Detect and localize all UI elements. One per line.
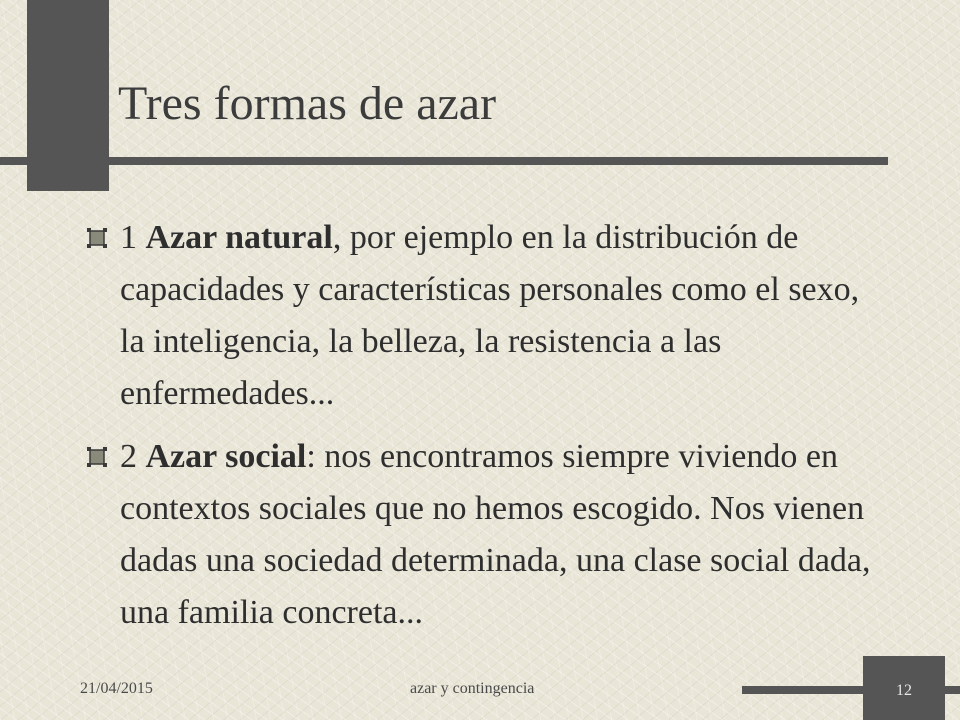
slide-title: Tres formas de azar — [118, 77, 497, 130]
bullet-heading: Azar social — [145, 438, 307, 475]
bullet-body: , por ejemplo en la distribución de capacidades y características personales como el sexo, la inteligencia, la belleza, la resistencia a las enfermedades... — [120, 219, 860, 412]
title-decoration-rule — [0, 157, 888, 165]
bullet-body: : nos encontramos siempre viviendo en contextos sociales que no hemos escogido. Nos vienen dadas una sociedad determinada, una clase social dada, una familia concreta... — [120, 438, 871, 631]
footer-title: azar y contingencia — [410, 680, 535, 697]
bullet-heading: Azar natural — [145, 219, 333, 256]
slide-number: 12 — [896, 682, 912, 699]
bullet-item-azar-natural — [86, 212, 886, 420]
bullet-text — [120, 431, 886, 639]
square-bullet-icon — [86, 446, 108, 468]
square-bullet-icon — [86, 227, 108, 249]
bullet-number: 2 — [120, 438, 137, 475]
bullet-number: 1 — [120, 219, 137, 256]
bullet-text — [120, 212, 886, 420]
footer-date: 21/04/2015 — [80, 680, 153, 697]
bullet-item-azar-social — [86, 431, 886, 639]
